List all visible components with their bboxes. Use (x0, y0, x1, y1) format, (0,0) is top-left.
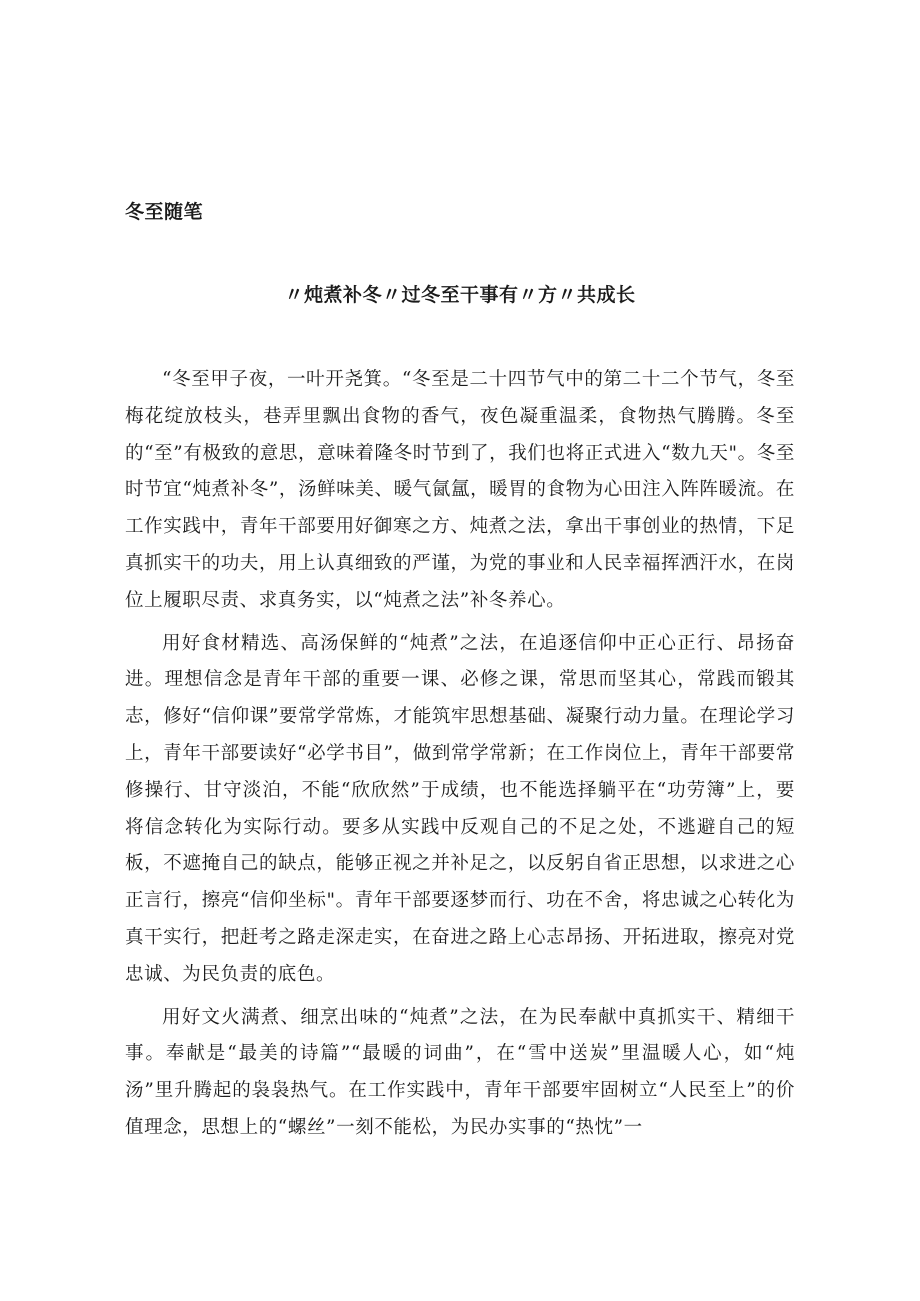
article-title: 〃炖煮补冬〃过冬至干事有〃方〃共成长 (284, 284, 636, 306)
paragraph-2: 用好食材精选、高汤保鲜的“炖煮”之法，在追逐信仰中正心正行、昂扬奋进。理想信念是青年干部的重要一课、必修之课，常思而坚其心，常践而锻其志，修好“信仰课”要常学常炼，才能筑牢思想基础、凝聚行动力量。在理论学习上，青年干部要读好“必学书目”，做到常学常新；在工作岗位上，青年干部要常修操行、甘守淡泊，不能“欣欣然”于成绩，也不能选择躺平在“功劳簿”上，要将信念转化为实际行动。要多从实践中反观自己的不足之处，不逃避自己的短板，不遮掩自己的缺点，能够正视之并补足之，以反躬自省正思想，以求进之心正言行，擦亮“信仰坐标"。青年干部要逐梦而行、功在不舍，将忠诚之心转化为真干实行，把赶考之路走深走实，在奋进之路上心志昂扬、开拓进取，擦亮对党忠诚、为民负责的底色。 (125, 632, 795, 985)
paragraph-1: “冬至甲子夜，一叶开尧箕。“冬至是二十四节气中的第二十二个节气，冬至梅花绽放枝头，巷弄里飘出食物的香气，夜色凝重温柔，食物热气腾腾。冬至的“至”有极致的意思，意味着隆冬时节到了，我们也将正式进入“数九天"。冬至时节宜“炖煮补冬”，汤鲜味美、暖气氤氲，暖胃的食物为心田注入阵阵暖流。在工作实践中，青年干部要用好御寒之方、炖煮之法，拿出干事创业的热情，下足真抓实干的功夫，用上认真细致的严谨，为党的事业和人民幸福挥洒汗水，在岗位上履职尽责、求真务实，以“炖煮之法”补冬养心。 (125, 369, 795, 611)
document-label: 冬至随笔 (125, 201, 204, 223)
article-body (125, 362, 795, 1153)
paragraph-3: 用好文火满煮、细烹出味的“炖煮”之法，在为民奉献中真抓实干、精细干事。奉献是“最美的诗篇”“最暖的词曲”，在“雪中送炭”里温暖人心，如“炖汤”里升腾起的袅袅热气。在工作实践中，青年干部要牢固树立“人民至上”的价值理念，思想上的“螺丝”一刻不能松，为民办实事的“热忱”一 (125, 1006, 795, 1138)
